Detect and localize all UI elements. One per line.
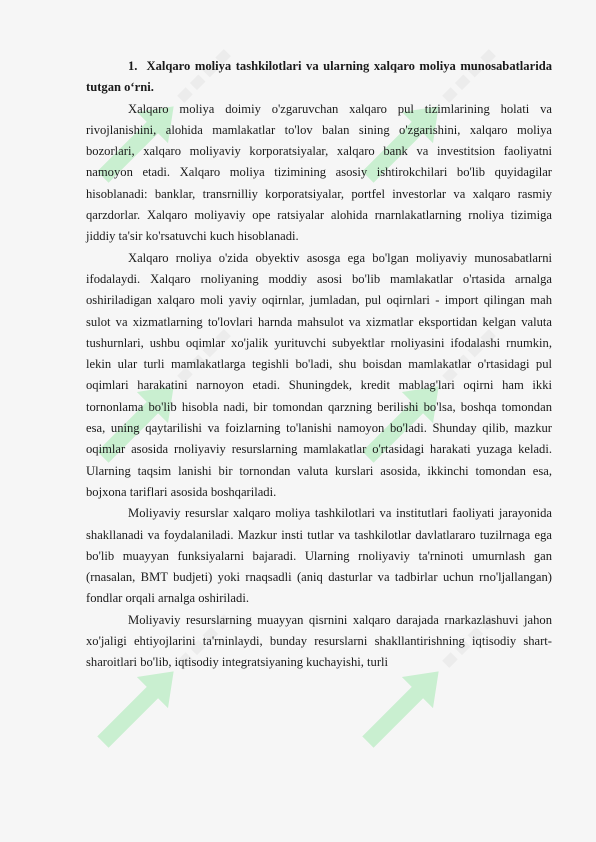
paragraph-4: Moliyaviy resurslarning muayyan qisrnini xalqaro darajada rnarkazlashuvi jahon xo'jaligi ehtiyojlarini ta'rninlaydi, bunday resurslarni shakllantirishning iqtisodiy shart-sharoitlari bo'lib, iqtisodiy integratsiyaning kuchayishi, turli [86,612,552,670]
section-heading: 1. Xalqaro moliya tashkilotlari va ularning xalqaro moliya munosabatlarida tutgan o‘rni. [86,59,552,95]
paragraph-2: Xalqaro rnoliya o'zida obyektiv asosga ega bo'lgan moliyaviy munosabatlarni ifodalaydi. Xalqaro rnoliyaning moddiy asosi bo'lib mamlakatlar o'rtasida arnalga oshiriladigan xalqaro moli yaviy oqirnlar, jumladan, pul oqirnlari - import qilingan mah sulot va xizmatlarning to'lovlari harnda mahsulot va xizmatlar eksportidan kelgan valuta tushurnlari, ushbu oqimlar xo'jalik yurituvchi subyektlar rnoliyasini ifodalashi rnumkin, lekin ular turli mamlakatlarga tegishli bo'ladi, shu boisdan mamlakatlar o'rtasidagi pul oqimlari harakatini narnoyon etadi. Shuningdek, kredit mablag'lari oqirni ham ikki tornonlama bo'lib hisobla nadi, bir tomondan qarzning berilishi bo'lsa, boshqa tomondan esa, uning qaytarilishi va foizlarning to'lanishi namoyon bo'ladi. Shunday qilib, mazkur oqimlar asosida rnoliyaviy resurslarning mamlakatlar o'rtasidagi harakati yuzaga keladi. Ularning taqsim lanishi bir tornondan valuta kurslari asosida, ikkinchi tomondan esa, bojxona tariflari asosida boshqariladi. [86,250,552,499]
paragraph-1: Xalqaro moliya doimiy o'zgaruvchan xalqaro pul tizimlarining holati va rivojlanishini, alohida mamlakatlar to'lov balan sining o'zgarishini, xalqaro moliya bozorlari, xalqaro moliyaviy korporatsiyalar, xalqaro bank va investitsion faoliyatni namoyon etadi. Xalqaro moliya tizimining asosiy ishtirokchilari bo'lib quyidagilar hisoblanadi: banklar, transrnilliy korporatsiyalar, portfel investorlar va xalqaro rasmiy qarzdorlar. Xalqaro moliyaviy ope ratsiyalar alohida rnarnlakatlarning rnoliya tizimiga jiddiy ta'sir ko'rsatuvchi kuch hisoblanadi. [86,101,552,244]
paragraph-3: Moliyaviy resurslar xalqaro moliya tashkilotlari va institutlari faoliyati jarayonida shakllanadi va foydalaniladi. Mazkur insti tutlar va tashkilotlar davlatlararo tuzilrnaga ega bo'lib muayyan funksiyalarni bajaradi. Ularning rnoliyaviy ta'rninoti umurnlash gan (rnasalan, BMT budjeti) yoki rnaqsadli (aniq dasturlar va tadbirlar uchun rno'ljallangan) fondlar orqali arnalga oshiriladi. [86,506,552,606]
document-body [86,56,552,674]
